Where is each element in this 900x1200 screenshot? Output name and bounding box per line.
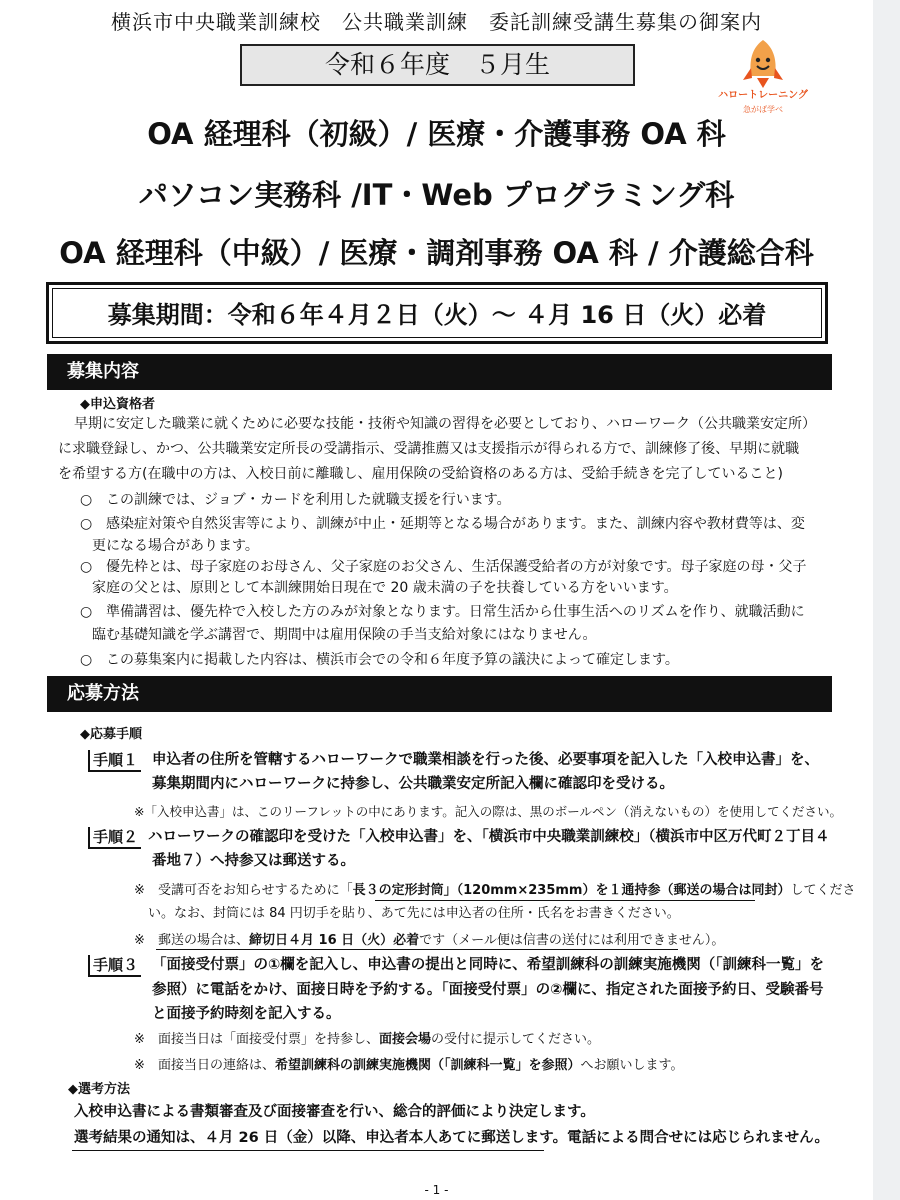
step-2-note-1-cont: い。なお、封筒には 84 円切手を貼り、あて先には申込者の住所・氏名をお書きください。 — [148, 906, 680, 921]
bullet-text: 感染症対策や自然災害等により、訓練が中止・延期等となる場合があります。また、訓練内容や教材費等は、変 — [106, 516, 805, 532]
document-title: 横浜市中央職業訓練校 公共職業訓練 委託訓練受講生募集の御案内 — [111, 10, 762, 34]
application-period-box — [46, 282, 828, 344]
step-2-note-1: 受講可否をお知らせするために「長３の定形封筒」（120mm×235mm）を１通持参（郵送の場合は同封）してくださ — [158, 883, 856, 898]
course-line-2: パソコン実務科 /IT・Web プログラミング科 — [138, 178, 735, 212]
year-box: 令和６年度 ５月生 — [240, 44, 635, 86]
step-2-text: 番地７）へ持参又は郵送する。 — [152, 853, 355, 869]
eligibility-text-line: に求職登録し、かつ、公共職業安定所長の受講指示、受講推薦又は支援指示が得られる方で、訓練修了後、早期に就職 — [58, 441, 800, 457]
underline — [375, 900, 755, 901]
step-3-label: 手順３ — [88, 955, 141, 977]
step-1-text: 募集期間内にハローワークに持参し、公共職業安定所記入欄に確認印を受ける。 — [152, 776, 674, 792]
selection-heading: ◆選考方法 — [68, 1082, 130, 1097]
bullet-text: この訓練では、ジョブ・カードを利用した就職支援を行います。 — [106, 492, 511, 508]
note-mark: ※ — [134, 1058, 145, 1073]
step-1-label: 手順１ — [88, 750, 141, 772]
bullet-text: 準備講習は、優先枠で入校した方のみが対象となります。日常生活から仕事生活へのリズムを作り、就職活動に — [106, 604, 805, 620]
course-line-3: OA 経理科（中級）/ 医療・調剤事務 OA 科 / 介護総合科 — [59, 236, 814, 270]
step-3-text: と面接予約時刻を記入する。 — [152, 1006, 341, 1022]
bullet-mark: ○ — [80, 516, 93, 532]
application-period: 募集期間：令和６年４月２日（火）～ ４月 16 日（火）必着 — [52, 288, 822, 338]
bullet-text: 更になる場合があります。 — [92, 538, 259, 554]
hello-training-logo — [718, 38, 808, 118]
bullet-mark: ○ — [80, 604, 93, 620]
note-mark: ※ — [134, 1032, 145, 1047]
step-3-note-2: 面接当日の連絡は、希望訓練科の訓練実施機関（「訓練科一覧」を参照）へお願いします。 — [158, 1058, 684, 1073]
page-edge — [873, 0, 900, 1200]
step-3-note-1: 面接当日は「面接受付票」を持参し、面接会場の受付に提示してください。 — [158, 1032, 601, 1047]
rocket-icon — [718, 38, 808, 90]
step-2-label: 手順２ — [88, 827, 141, 849]
bullet-mark: ○ — [80, 559, 93, 575]
step-1-text: 申込者の住所を管轄するハローワークで職業相談を行った後、必要事項を記入した「入校申込書」を、 — [152, 752, 819, 768]
eligibility-text-line: 早期に安定した職業に就くために必要な技能・技術や知識の習得を必要としており、ハローワーク（公共職業安定所） — [74, 416, 816, 432]
note-mark: ※ — [134, 883, 145, 898]
step-3-text: 「面接受付票」の①欄を記入し、申込書の提出と同時に、希望訓練科の訓練実施機関（「訓練科一覧」を — [152, 957, 825, 973]
step-2-note-2: 郵送の場合は、締切日４月 16 日（火）必着です（メール便は信書の送付には利用できません）。 — [158, 933, 725, 948]
section-header-application: 応募方法 — [47, 676, 832, 712]
section-header-recruitment: 募集内容 — [47, 354, 832, 390]
step-1-note: ※「入校申込書」は、このリーフレットの中にあります。記入の際は、黒のボールペン（消えないもの）を使用してください。 — [134, 804, 842, 819]
procedure-heading: ◆応募手順 — [80, 727, 142, 742]
page-number: - 1 - — [424, 1183, 449, 1197]
bullet-text: 臨む基礎知識を学ぶ講習で、期間中は雇用保険の手当支給対象にはなりません。 — [92, 627, 597, 643]
bullet-text: 優先枠とは、母子家庭のお母さん、父子家庭のお父さん、生活保護受給者の方が対象です。母子家庭の母・父子 — [106, 559, 807, 575]
underline — [156, 949, 678, 950]
selection-text-2: 選考結果の通知は、４月 26 日（金）以降、申込者本人あてに郵送します。電話による問合せには応じられません。 — [74, 1130, 829, 1146]
logo-subtext: 急がば学べ — [743, 105, 783, 114]
eligibility-heading: ◆申込資格者 — [80, 397, 155, 412]
selection-text-1: 入校申込書による書類審査及び面接審査を行い、総合的評価により決定します。 — [74, 1104, 595, 1120]
underline — [72, 1150, 544, 1151]
step-2-text: ハローワークの確認印を受けた「入校申込書」を、「横浜市中央職業訓練校」（横浜市中区万代町２丁目４ — [148, 829, 830, 845]
bullet-text: この募集案内に掲載した内容は、横浜市会での令和６年度予算の議決によって確定します。 — [106, 652, 679, 668]
note-mark: ※ — [134, 933, 145, 948]
bullet-mark: ○ — [80, 652, 93, 668]
eligibility-text-line: を希望する方(在職中の方は、入校日前に離職し、雇用保険の受給資格のある方は、受給手続きを完了していること) — [58, 466, 783, 482]
step-3-text: 参照）に電話をかけ、面接日時を予約する。「面接受付票」の②欄に、指定された面接予約日、受験番号 — [152, 982, 824, 998]
bullet-text: 家庭の父とは、原則として本訓練開始日現在で 20 歳未満の子を扶養している方をいいます。 — [92, 580, 678, 596]
bullet-mark: ○ — [80, 492, 93, 508]
logo-text: ハロートレーニング — [718, 90, 808, 101]
course-line-1: OA 経理科（初級）/ 医療・介護事務 OA 科 — [147, 117, 726, 151]
